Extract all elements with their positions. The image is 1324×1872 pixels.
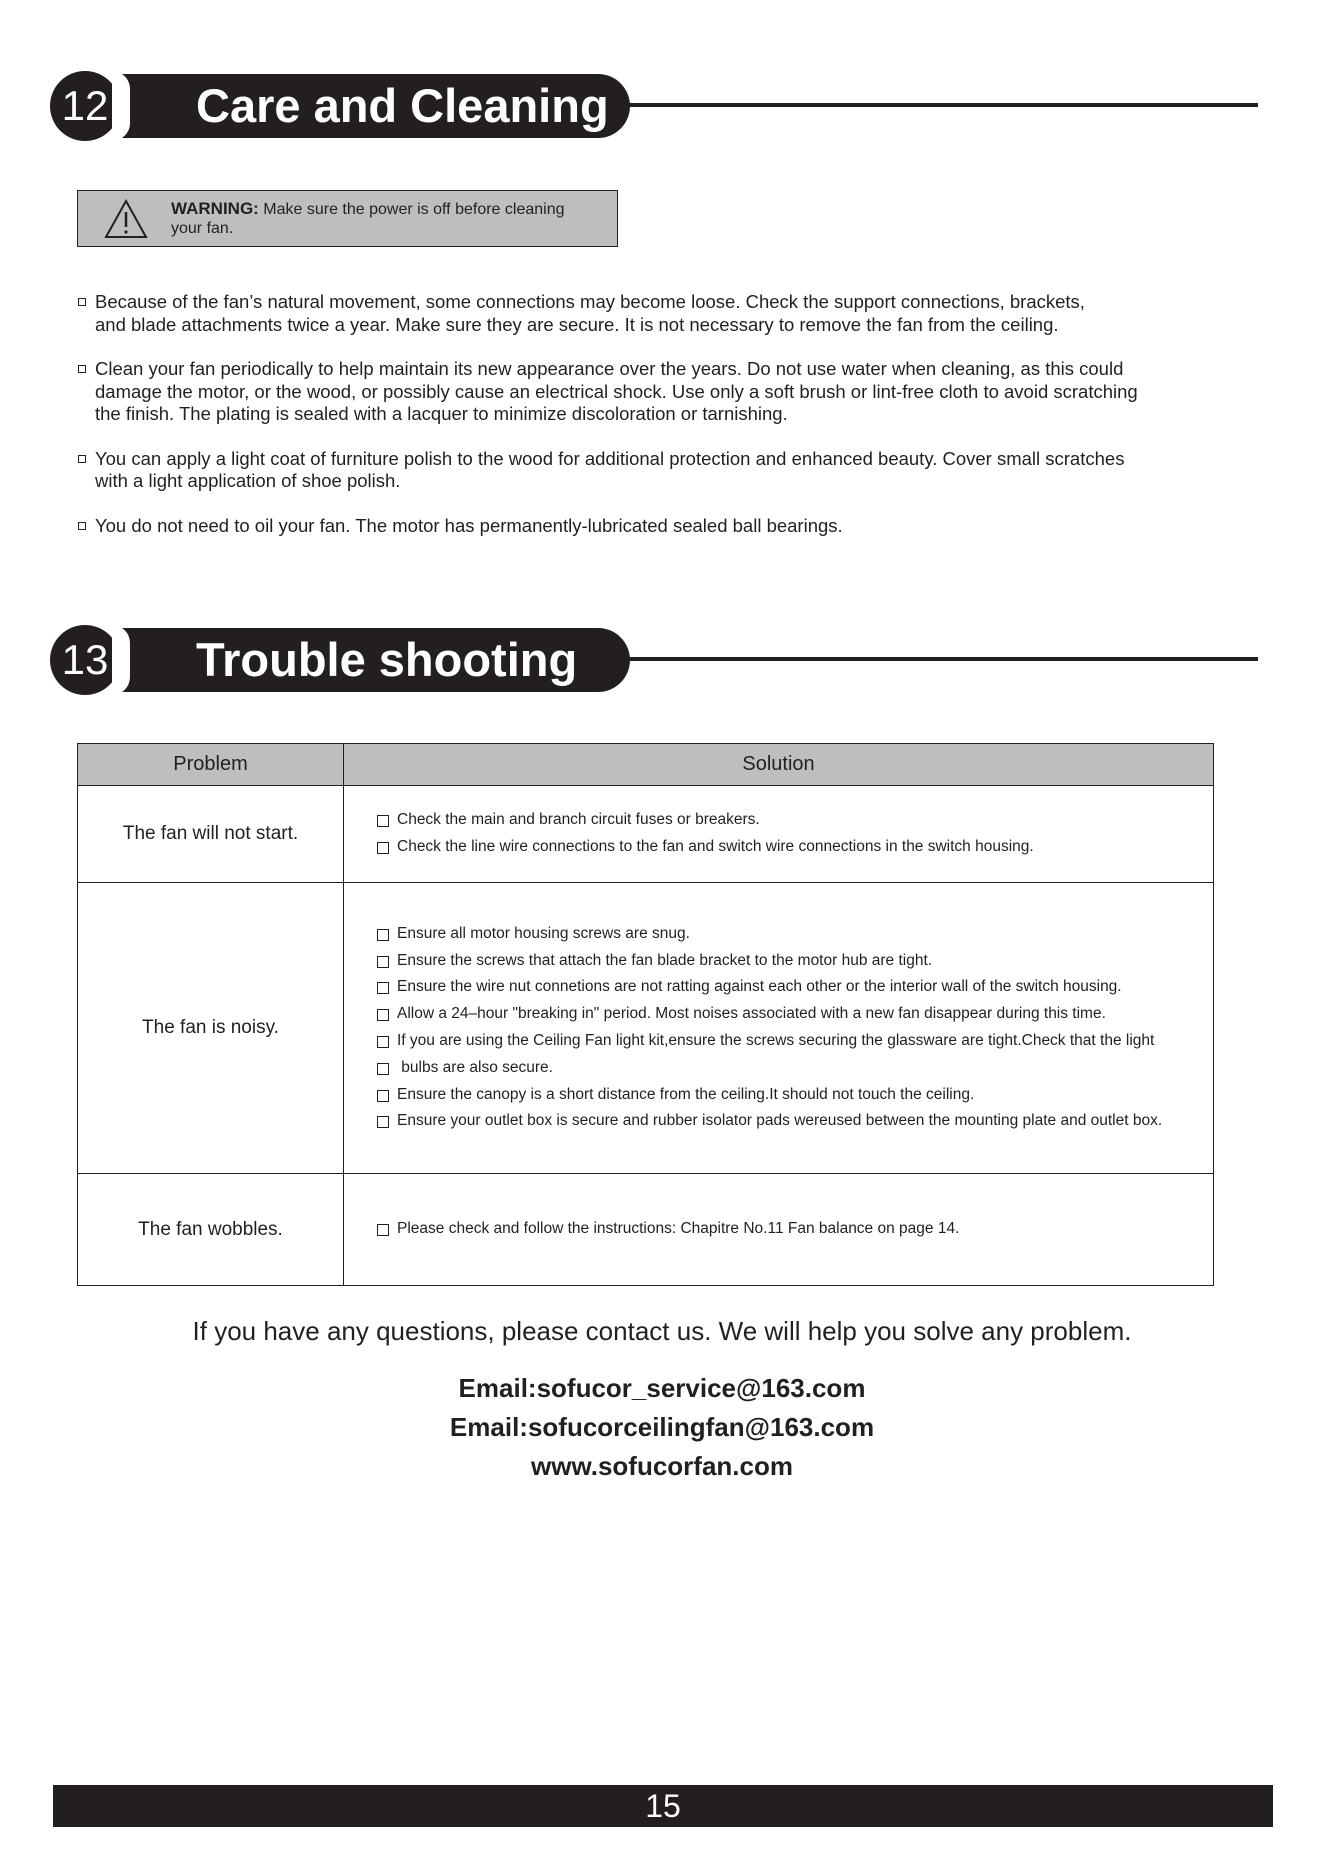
section-divider — [628, 657, 1258, 661]
list-item-text: You do not need to oil your fan. The motor has permanently-lubricated sealed ball bearings. — [95, 514, 843, 536]
list-item-text: You can apply a light coat of furniture polish to the wood for additional protection and enhanced beauty. Cover small scratches with a light application of shoe polish. — [95, 447, 1125, 491]
solution-text: If you are using the Ceiling Fan light kit,ensure the screws securing the glassware are tight.Check that the light — [397, 1032, 1155, 1049]
solution-text: Ensure all motor housing screws are snug. — [397, 924, 690, 942]
list-item — [374, 1055, 1213, 1082]
checkbox-icon — [377, 1116, 389, 1128]
checkbox-icon — [377, 929, 389, 941]
checkbox-icon — [377, 1063, 389, 1075]
warning-line-2: your fan. — [171, 220, 234, 237]
checkbox-icon — [78, 298, 86, 306]
section-number: 13 — [50, 625, 120, 695]
solution-text: Please check and follow the instructions: Chapitre No.11 Fan balance on page 14. — [397, 1220, 960, 1238]
list-item — [78, 358, 1145, 426]
section-divider — [628, 103, 1258, 107]
table-row — [78, 786, 1214, 883]
warning-text — [171, 199, 611, 238]
checkbox-icon — [377, 1036, 389, 1048]
email-secondary[interactable]: Email:sofucorceilingfan@163.com — [449, 1412, 875, 1442]
checkbox-icon — [377, 956, 389, 968]
list-item — [374, 1082, 1213, 1109]
table-row — [78, 1174, 1214, 1286]
list-item — [78, 515, 1138, 538]
list-item — [374, 921, 1213, 948]
care-instructions — [78, 291, 1138, 559]
checkbox-icon — [377, 1224, 389, 1236]
warning-triangle-icon — [104, 199, 148, 239]
problem-cell: The fan wobbles. — [78, 1174, 344, 1286]
warning-label: WARNING: — [171, 199, 259, 218]
list-item-text: Clean your fan periodically to help maintain its new appearance over the years. Do not use water when cleaning, as this could damage the motor, or the wood, or possibly cause an electrical shock. Use only a soft brush or lint-free cloth to avoid scratching the finish. The plating is sealed with a lacquer to minimize discoloration or tarnishing. — [95, 358, 1138, 424]
list-item — [374, 1001, 1213, 1028]
list-item — [78, 448, 1145, 493]
section-number: 12 — [50, 71, 120, 141]
solution-text: Allow a 24–hour "breaking in" period. Most noises associated with a new fan disappear during this time. — [397, 1005, 1106, 1023]
list-item — [374, 1216, 1213, 1243]
solution-text: Check the line wire connections to the fan and switch wire connections in the switch housing. — [397, 838, 1034, 855]
checkbox-icon — [377, 1009, 389, 1021]
table-row — [78, 883, 1214, 1174]
section-title: Care and Cleaning — [112, 74, 630, 138]
warning-line-1: Make sure the power is off before cleaning — [258, 201, 565, 218]
list-item — [374, 1108, 1213, 1135]
list-item — [374, 834, 1213, 861]
problem-cell: The fan will not start. — [78, 786, 344, 883]
checkbox-icon — [377, 1090, 389, 1102]
list-item — [374, 1028, 1213, 1055]
solution-text: Check the main and branch circuit fuses or breakers. — [397, 811, 760, 829]
email-primary[interactable]: Email:sofucor_service@163.com — [458, 1373, 866, 1403]
troubleshooting-table — [77, 743, 1214, 1286]
list-item — [374, 974, 1213, 1001]
table-header-row — [78, 744, 1214, 786]
list-item — [374, 948, 1213, 975]
solution-text: Ensure the canopy is a short distance from the ceiling.It should not touch the ceiling. — [397, 1085, 975, 1103]
page-number: 15 — [53, 1785, 1273, 1827]
checkbox-icon — [78, 455, 86, 463]
solution-cell — [344, 883, 1214, 1174]
section-title: Trouble shooting — [112, 628, 630, 692]
section-12-header — [50, 71, 1220, 141]
warning-box — [77, 190, 618, 247]
solution-text: Ensure your outlet box is secure and rubber isolator pads wereused between the mounting plate and outlet box. — [397, 1112, 1163, 1130]
solution-text: Ensure the wire nut connetions are not ratting against each other or the interior wall of the switch housing. — [397, 978, 1122, 996]
contact-message: If you have any questions, please contact us. We will help you solve any problem. — [192, 1316, 1132, 1346]
list-item — [374, 807, 1213, 834]
checkbox-icon — [78, 522, 86, 530]
solution-text: bulbs are also secure. — [397, 1058, 553, 1076]
list-item — [78, 291, 1095, 336]
checkbox-icon — [78, 365, 86, 373]
section-13-header — [50, 625, 1220, 695]
website-link[interactable]: www.sofucorfan.com — [531, 1451, 793, 1481]
solution-text: Ensure the screws that attach the fan blade bracket to the motor hub are tight. — [397, 951, 933, 969]
problem-cell: The fan is noisy. — [78, 883, 344, 1174]
problem-header: Problem — [78, 744, 344, 786]
solution-cell — [344, 786, 1214, 883]
checkbox-icon — [377, 982, 389, 994]
solution-cell — [344, 1174, 1214, 1286]
checkbox-icon — [377, 815, 389, 827]
list-item-text: Because of the fan’s natural movement, some connections may become loose. Check the support connections, brackets, and blade attachments twice a year. Make sure they are secure. It is not necessary to remove the fan from the ceiling. — [95, 291, 1085, 335]
solution-header: Solution — [344, 744, 1214, 786]
checkbox-icon — [377, 842, 389, 854]
